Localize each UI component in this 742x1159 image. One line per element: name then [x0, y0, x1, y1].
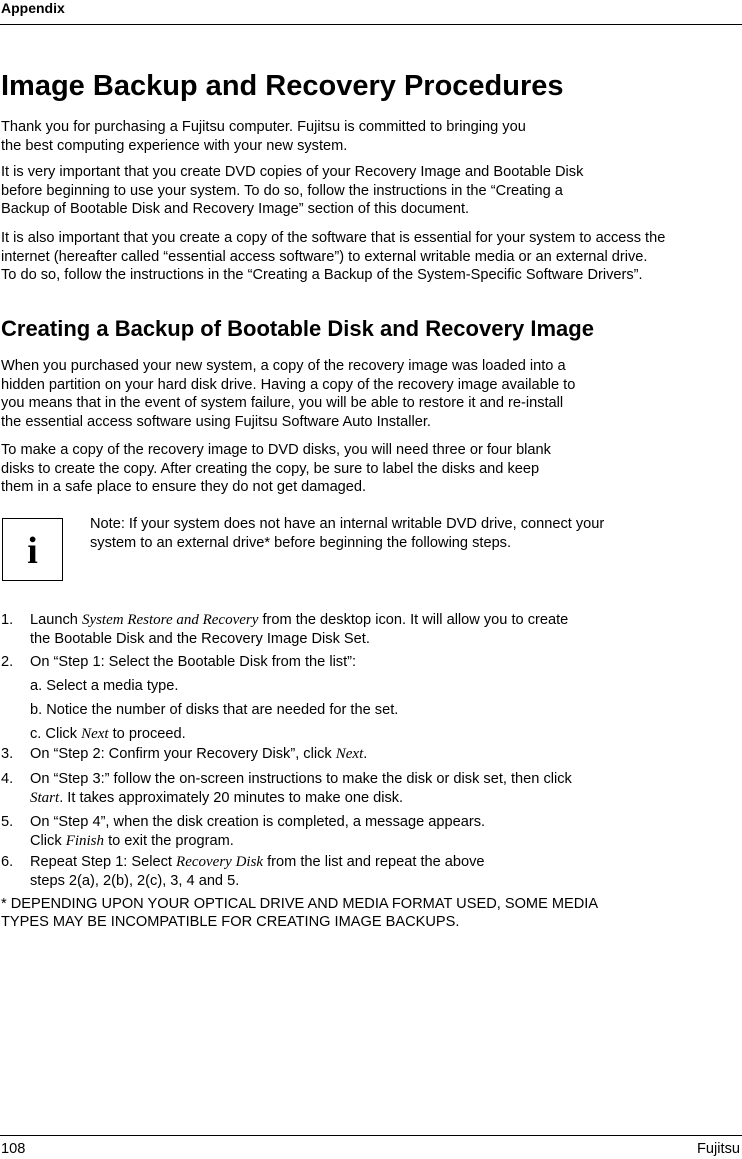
page-header	[0, 0, 742, 25]
page-title: Image Backup and Recovery Procedures	[1, 70, 564, 102]
intro-paragraph-1: Thank you for purchasing a Fujitsu computer. Fujitsu is committed to bringing you the best computing experience with your new system.	[1, 119, 526, 154]
step-2b: b. Notice the number of disks that are needed for the set.	[30, 702, 399, 718]
disclaimer: * DEPENDING UPON YOUR OPTICAL DRIVE AND MEDIA FORMAT USED, SOME MEDIA TYPES MAY BE INCOMPATIBLE FOR CREATING IMAGE BACKUPS.	[1, 896, 599, 930]
note-info-box	[2, 518, 63, 581]
info-icon: i	[27, 530, 38, 572]
page-footer-rule	[0, 1135, 742, 1136]
section-paragraph-2: To make a copy of the recovery image to DVD disks, you will need three or four blank disks to create the copy. After creating the copy, be sure to label the disks and keep them in a safe place to ensure they do not get damaged.	[1, 442, 551, 495]
step-2a: a. Select a media type.	[30, 678, 179, 694]
intro-paragraph-2: It is very important that you create DVD copies of your Recovery Image and Bootable Disk before beginning to use your system. To do so, follow the instructions in the “Creating a Backup of Bootable Disk and Recovery Image” section of this document.	[1, 164, 584, 217]
page-number: 108	[1, 1141, 26, 1157]
section-paragraph-1: When you purchased your new system, a copy of the recovery image was loaded into a hidden partition on your hard disk drive. Having a copy of the recovery image available to you means that in the event of system failure, you will be able to restore it and re-install the essential access software using Fujitsu Software Auto Installer.	[1, 358, 576, 430]
section-heading: Creating a Backup of Bootable Disk and Recovery Image	[1, 316, 594, 341]
intro-paragraph-3: It is also important that you create a copy of the software that is essential for your system to access the internet (hereafter called “essential access software”) to external writable media or an external drive. To do so, follow the instructions in the “Creating a Backup of the System-Specific Software Drivers”.	[1, 230, 666, 283]
note-text: Note: If your system does not have an internal writable DVD drive, connect your system to an external drive* before beginning the following steps.	[90, 516, 605, 551]
step-2c: c. Click Next to proceed.	[30, 726, 186, 742]
header-section-title: Appendix	[1, 0, 65, 16]
footer-brand: Fujitsu	[697, 1141, 740, 1157]
